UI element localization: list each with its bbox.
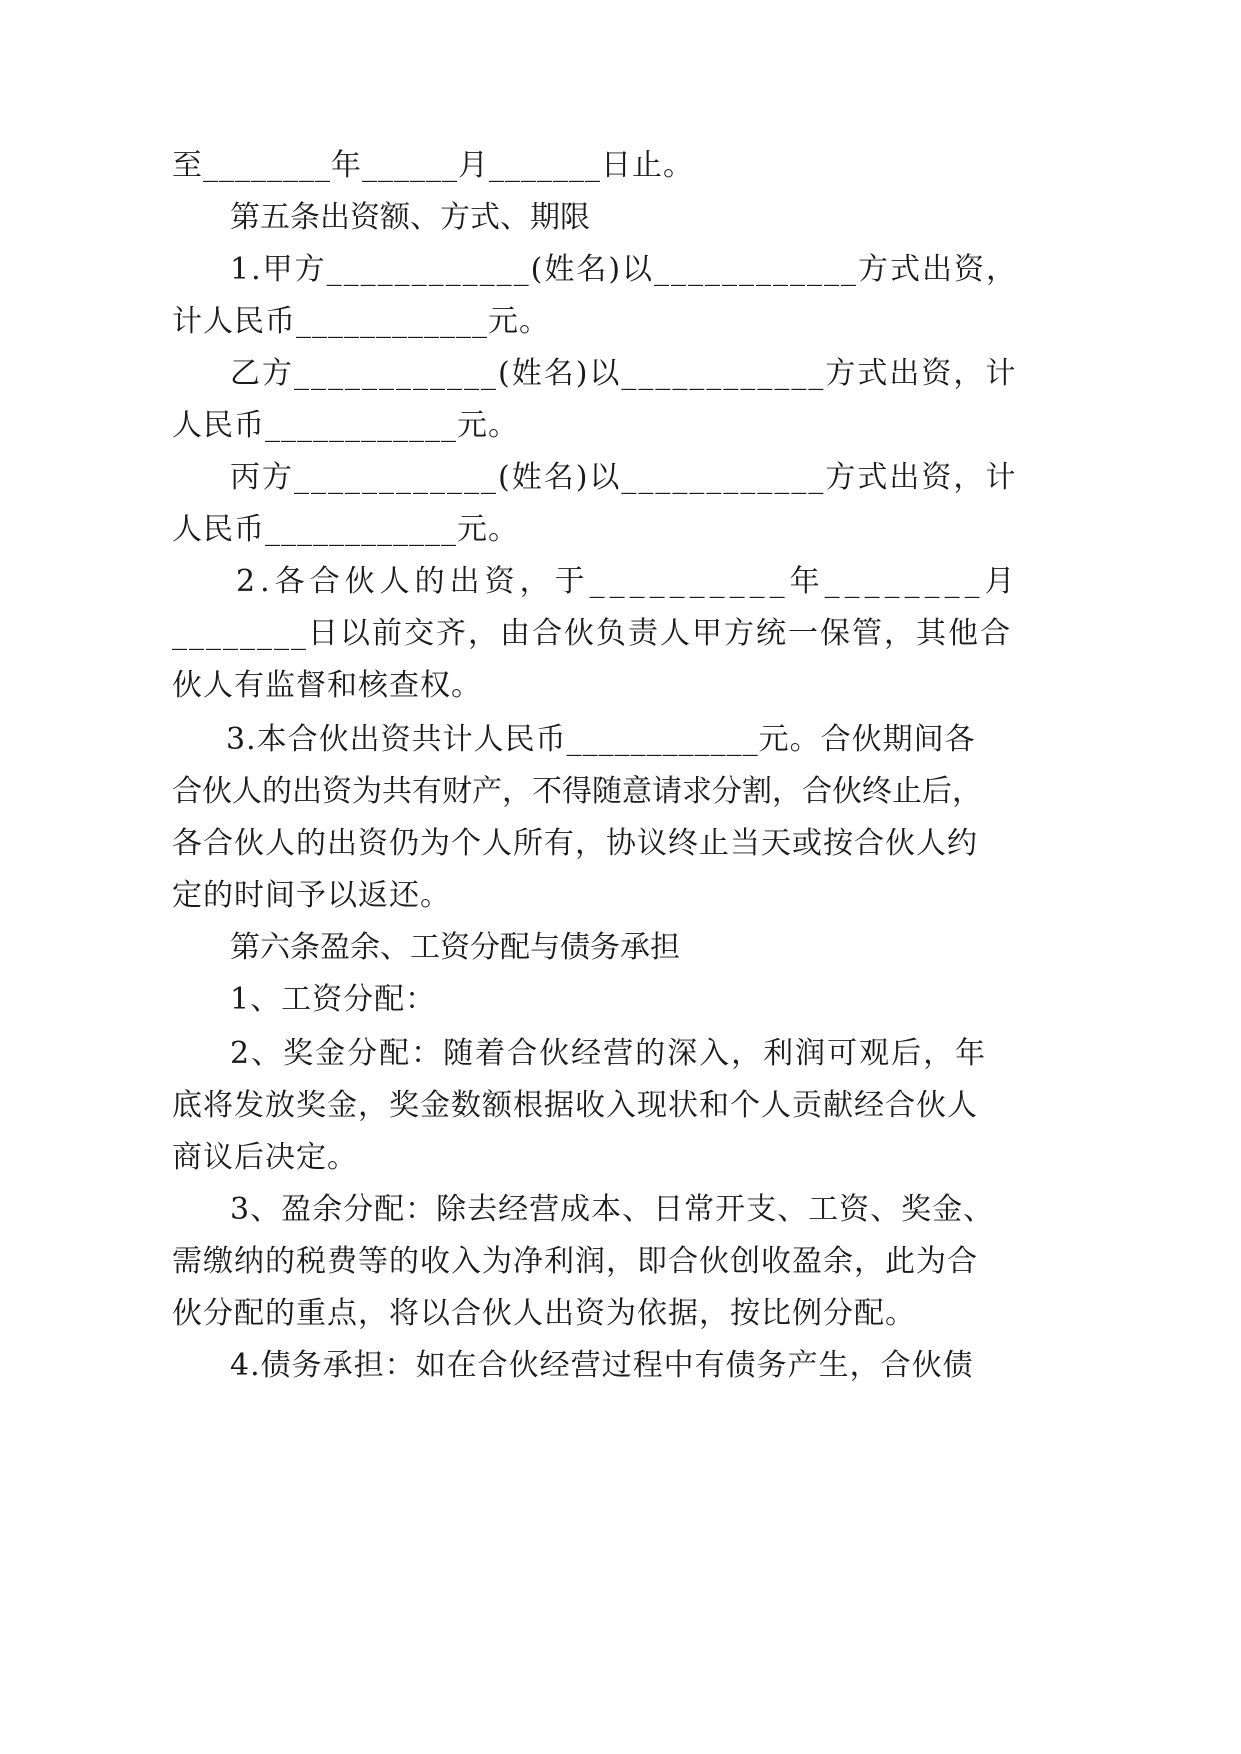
- text-line: 各合伙人的出资仍为个人所有，协议终止当天或按合伙人约: [172, 826, 978, 861]
- section-heading: 第六条盈余、工资分配与债务承担: [230, 930, 680, 965]
- text-line: ________日以前交齐，由合伙负责人甲方统一保管，其他合: [172, 616, 1012, 651]
- text-line: 人民币____________元。: [172, 408, 519, 443]
- text-line: 伙分配的重点，将以合伙人出资为依据，按比例分配。: [172, 1296, 916, 1331]
- text-line: 计人民币____________元。: [172, 304, 550, 339]
- text-line: 需缴纳的税费等的收入为净利润，即合伙创收盈余，此为合: [172, 1244, 978, 1279]
- text-line: 商议后决定。: [172, 1140, 358, 1175]
- text-line: 伙人有监督和核查权。: [172, 668, 482, 703]
- text-line: 3.本合伙出资共计人民币____________元。合伙期间各: [226, 722, 976, 757]
- text-line: 人民币____________元。: [172, 512, 519, 547]
- text-line: 2.各合伙人的出资，于__________年________月: [236, 564, 1020, 599]
- text-line: 2、奖金分配：随着合伙经营的深入，利润可观后，年: [230, 1036, 988, 1071]
- text-line: 4.债务承担：如在合伙经营过程中有债务产生，合伙债: [230, 1348, 974, 1383]
- text-line: 丙方____________(姓名)以____________方式出资，计: [230, 460, 1018, 495]
- text-line: 乙方____________(姓名)以____________方式出资，计: [230, 356, 1018, 391]
- section-heading: 第五条出资额、方式、期限: [230, 200, 590, 235]
- text-line: 合伙人的出资为共有财产，不得随意请求分割，合伙终止后，: [172, 774, 982, 809]
- text-line: 3、盈余分配：除去经营成本、日常开支、工资、奖金、: [230, 1192, 995, 1227]
- text-line: 1、工资分配：: [230, 982, 437, 1017]
- text-line: 底将发放奖金，奖金数额根据收入现状和个人贡献经合伙人: [172, 1088, 978, 1123]
- text-line: 至________年______月_______日止。: [172, 148, 694, 183]
- text-line: 1.甲方____________(姓名)以____________方式出资，: [230, 252, 1019, 287]
- text-line: 定的时间予以返还。: [172, 878, 451, 913]
